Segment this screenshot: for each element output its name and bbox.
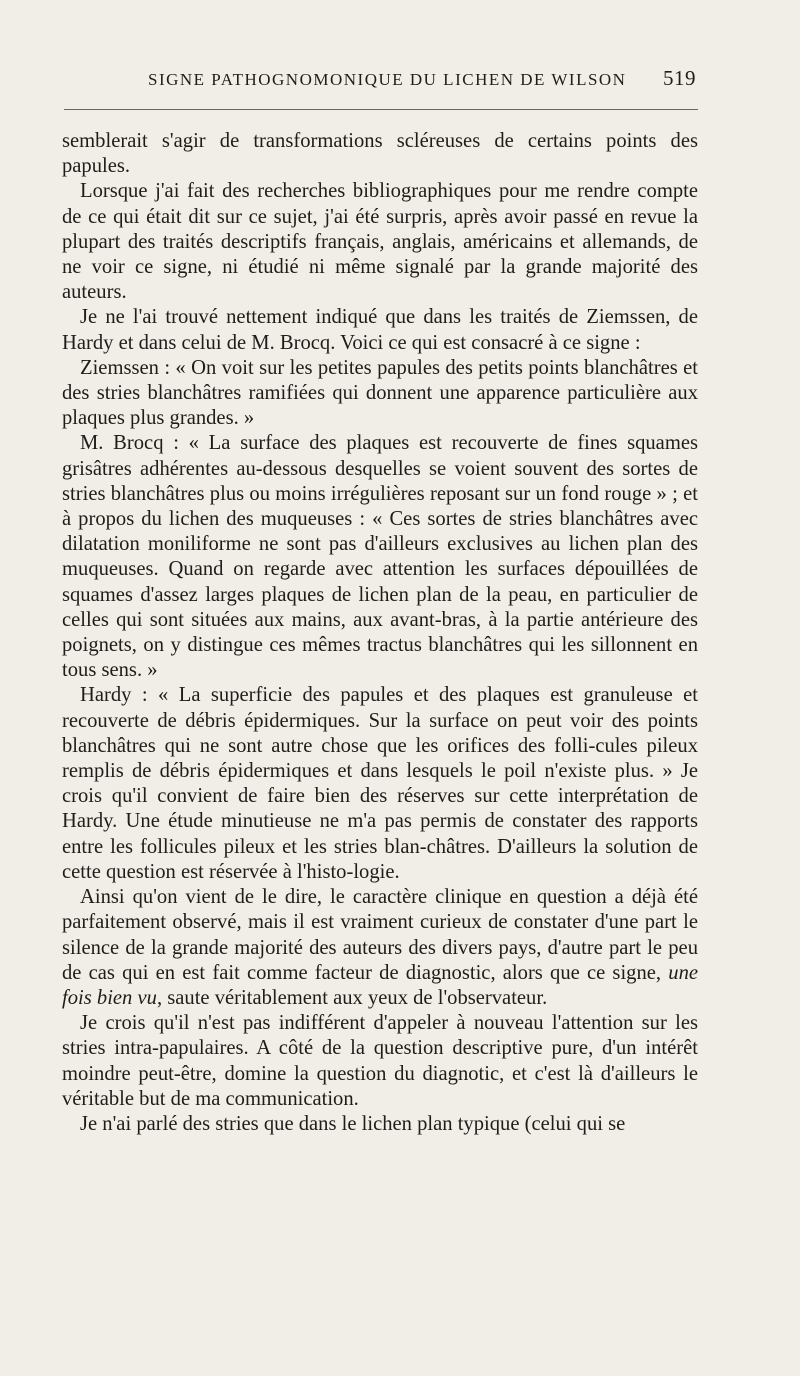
paragraph-hardy-quote: Hardy : « La superficie des papules et des plaques est granuleuse et recouverte de débris épidermiques. Sur la surface on peut voir des points blanchâtres qui ne sont autre chose que les orifices des folli-cules pileux remplis de débris épidermiques et dans lesquels le poil n'existe plus. » Je crois qu'il convient de faire bien des réserves sur cette interprétation de Hardy. Une étude minutieuse ne m'a pas permis de constater des rapports entre les follicules pileux et les stries blan-châtres. D'ailleurs la solution de cette question est réservée à l'histo-logie. <box>62 684 698 883</box>
paragraph-clinical-character <box>62 885 698 1011</box>
running-title: SIGNE PATHOGNOMONIQUE DU LICHEN DE WILSON <box>148 70 627 89</box>
text-before-italic: Ainsi qu'on vient de le dire, le caractère clinique en question a déjà été parfaitement observé, mais il est vraiment curieux de constater d'une part le silence de la grande majorité des auteurs des divers pays, d'autre part le peu de cas qui en est fait comme facteur de diagnostic, alors que ce signe, <box>62 886 698 984</box>
paragraph-continuation: semblerait s'agir de transformations scléreuses de certains points des papules. <box>62 130 698 178</box>
paragraph-bibliographic-search: Lorsque j'ai fait des recherches bibliographiques pour me rendre compte de ce qui était dit sur ce sujet, j'ai été surpris, après avoir passé en revue la plupart des traités descriptifs français, anglais, américains et allemands, de ne voir ce signe, ni étudié ni même signalé par la grande majorité des auteurs. <box>62 180 698 304</box>
body-text <box>62 129 698 1137</box>
text-after-italic: , saute véritablement aux yeux de l'observateur. <box>156 986 548 1009</box>
paragraph-brocq-quote: M. Brocq : « La surface des plaques est recouverte de fines squames grisâtres adhérentes au-dessous desquelles se voient souvent des sortes de stries blanchâtres plus ou moins irrégulières reposant sur un fond rouge » ; et à propos du lichen des muqueuses : « Ces sortes de stries blanchâtres avec dilatation moniliforme ne sont pas d'ailleurs exclusives au lichen plan des muqueuses. Quand on regarde avec attention les surfaces dépouillées de squames d'assez larges plaques de lichen plan de la peau, en particulier de celles qui sont situées aux mains, aux avant-bras, à la partie antérieure des poignets, on y distingue ces mêmes tractus blanchâtres qui les sillonnent en tous sens. » <box>62 432 698 682</box>
paragraph-attention: Je crois qu'il n'est pas indifférent d'appeler à nouveau l'attention sur les stries intra-papulaires. A côté de la question descriptive pure, d'un intérêt moindre peut-être, domine la question du diagnotic, et c'est là d'ailleurs le véritable but de ma communication. <box>62 1012 698 1110</box>
page-number: 519 <box>663 66 696 90</box>
header-rule <box>64 109 698 110</box>
paragraph-typical-lichen: Je n'ai parlé des stries que dans le lichen plan typique (celui qui se <box>80 1112 626 1135</box>
running-head <box>64 66 698 98</box>
italic-phrase: une fois bien vu <box>62 961 698 1009</box>
paragraph-sources: Je ne l'ai trouvé nettement indiqué que dans les traités de Ziemssen, de Hardy et dans celui de M. Brocq. Voici ce qui est consacré à ce signe : <box>62 306 698 354</box>
paragraph-ziemssen-quote: Ziemssen : « On voit sur les petites papules des petits points blanchâtres et des stries blanchâtres ramifiées qui donnent une apparence particulière aux plaques plus grandes. » <box>62 356 698 430</box>
